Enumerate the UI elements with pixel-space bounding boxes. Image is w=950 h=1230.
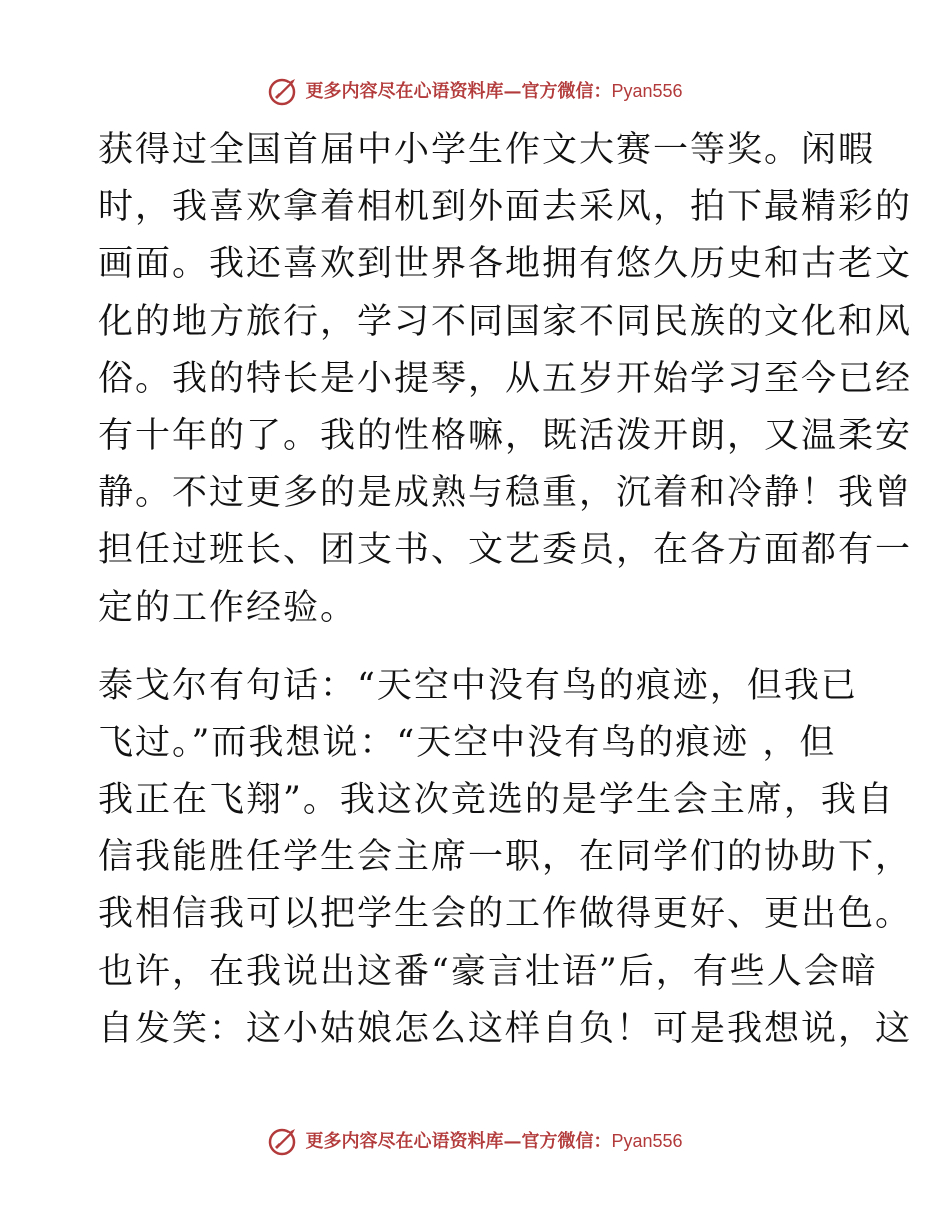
text-line: 获得过全国首届中小学生作文大赛一等奖。闲暇 bbox=[98, 130, 876, 170]
banner-text: 更多内容尽在心语资料库—官方微信：Pyan556 bbox=[305, 81, 683, 102]
text-line: 信我能胜任学生会主席一职，在同学们的协助下， bbox=[98, 837, 913, 878]
text-line: 自发笑：这小姑娘怎么这样自负！可是我想说，这 bbox=[98, 1008, 913, 1049]
paragraph bbox=[98, 658, 913, 1058]
quill-logo-icon bbox=[267, 73, 301, 107]
text-line: 也许，在我说出这番“豪言壮语”后，有些人会暗 bbox=[98, 951, 878, 992]
paragraph bbox=[98, 122, 913, 637]
footer-banner bbox=[0, 1120, 950, 1160]
quill-logo-icon bbox=[267, 1123, 301, 1157]
text-line: 化的地方旅行，学习不同国家不同民族的文化和风 bbox=[98, 301, 913, 342]
text-line: 我正在飞翔”。我这次竞选的是学生会主席，我自 bbox=[98, 780, 895, 821]
text-line: 我相信我可以把学生会的工作做得更好、更出色。 bbox=[98, 894, 913, 935]
text-line: 定的工作经验。 bbox=[98, 587, 358, 628]
text-line: 担任过班长、团支书、文艺委员，在各方面都有一 bbox=[98, 530, 913, 571]
text-line: 画面。我还喜欢到世界各地拥有悠久历史和古老文 bbox=[98, 244, 913, 285]
text-line: 时，我喜欢拿着相机到外面去采风，拍下最精彩的 bbox=[98, 187, 913, 228]
wechat-id: Pyan556 bbox=[611, 1131, 683, 1151]
paragraph-spacer bbox=[98, 637, 858, 658]
text-line: 飞过。”而我想说：“天空中没有鸟的痕迹 ，但 bbox=[98, 722, 837, 763]
header-banner bbox=[0, 70, 950, 110]
text-line: 俗。我的特长是小提琴，从五岁开始学习至今已经 bbox=[98, 358, 913, 399]
banner-text: 更多内容尽在心语资料库—官方微信：Pyan556 bbox=[305, 1131, 683, 1152]
document-body bbox=[98, 122, 913, 1058]
text-line: 泰戈尔有句话：“天空中没有鸟的痕迹，但我已 bbox=[98, 665, 858, 706]
wechat-id: Pyan556 bbox=[611, 81, 683, 101]
text-line: 有十年的了。我的性格嘛，既活泼开朗，又温柔安 bbox=[98, 415, 913, 456]
text-line: 静。不过更多的是成熟与稳重，沉着和冷静！我曾 bbox=[98, 473, 913, 514]
